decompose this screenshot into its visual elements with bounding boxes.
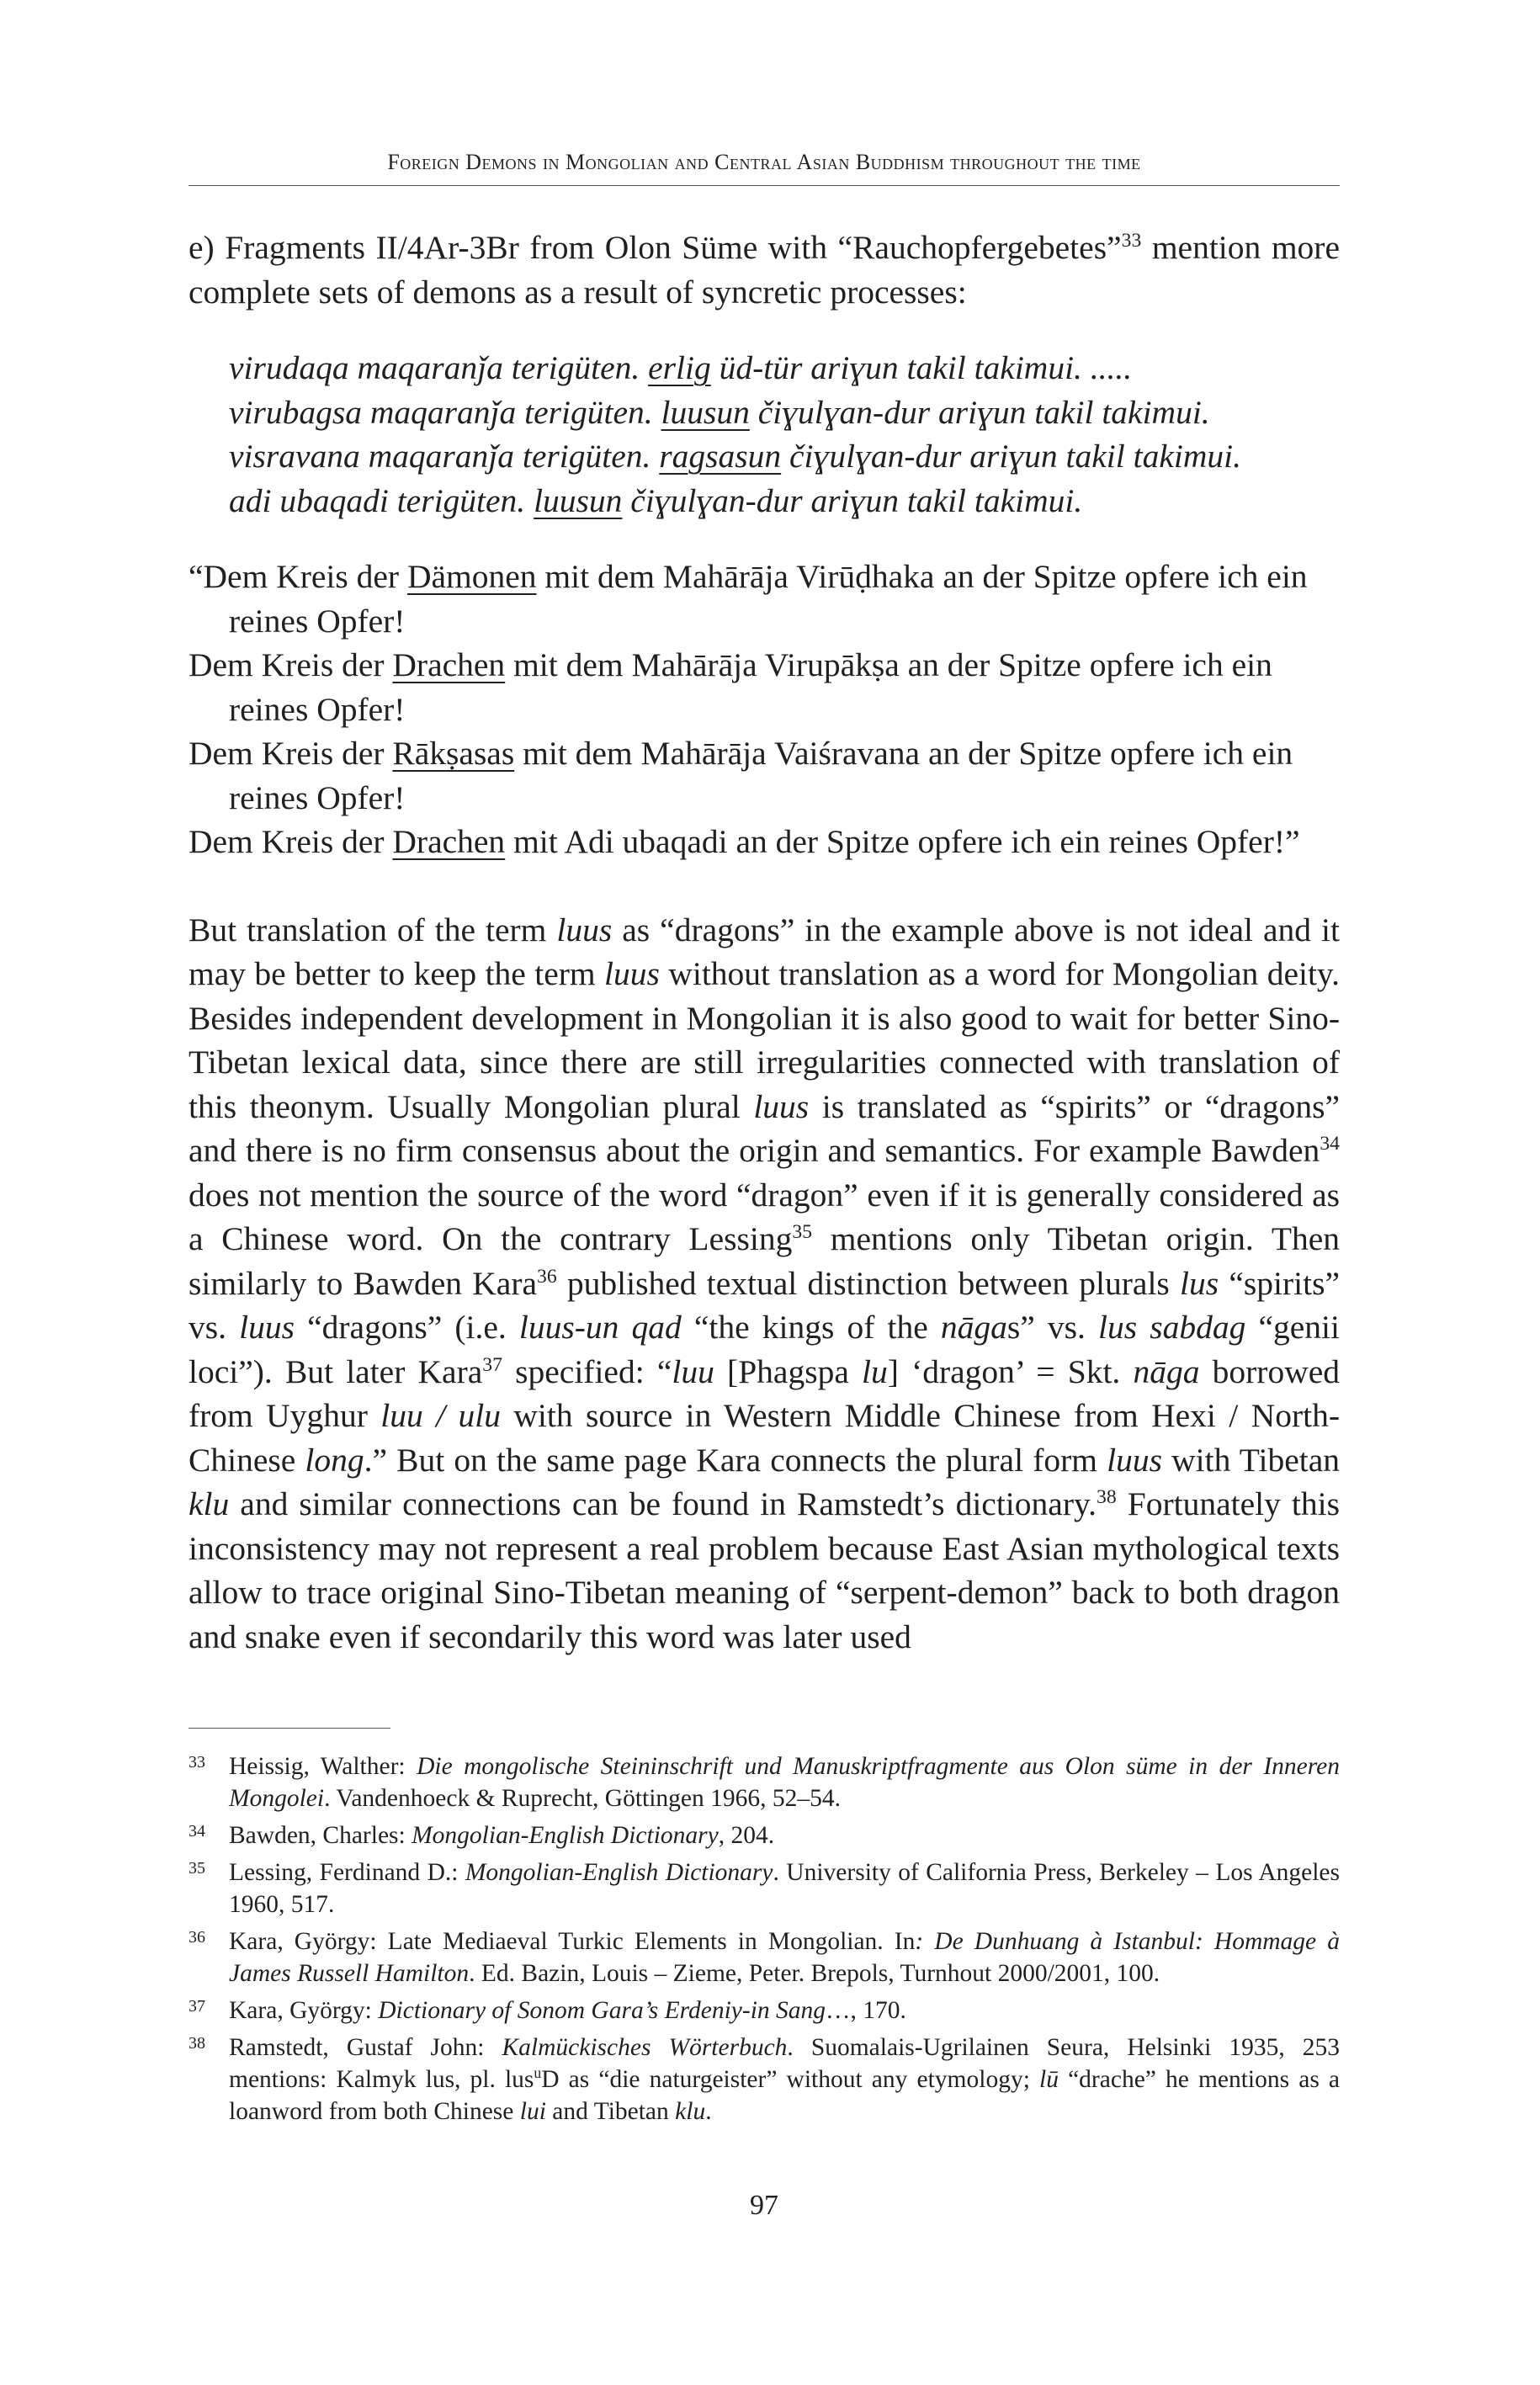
- footnote: [189, 1750, 1340, 1814]
- footnote-text: Kara, György: Dictionary of Sonom Gara’s Erdeniy-in Sang…, 170.: [229, 1997, 906, 2024]
- translation-line: Dem Kreis der Drachen mit dem Mahārāja Virupākṣa an der Spitze opfere ich ein reines Opfer!: [189, 646, 1272, 728]
- footnote-number: 35: [189, 1859, 205, 1878]
- footnote-number: 34: [189, 1822, 205, 1841]
- verse-line: virudaqa maqaranǰa terigüten. erlig üd-tür ariɣun takil takimui. .....: [229, 349, 1133, 386]
- footnote-text: Ramstedt, Gustaf John: Kalmückisches Wörterbuch. Suomalais-Ugrilainen Seura, Helsinki 1935, 253 mentions: Kalmyk lus, pl. lus$^u$D as “die naturgeister” without any etymology; lū “drache” he mentions as a loanword from both Chinese lui and Tibetan klu.: [229, 2034, 1341, 2125]
- intro-paragraph: e) Fragments II/4Ar-3Br from Olon Süme with “Rauchopfergebetes”$^{33}$ mention more complete sets of demons as a result of syncretic processes:: [189, 229, 1340, 311]
- verse-line: virubagsa maqaranǰa terigüten. luusun čiɣulɣan-dur ariɣun takil takimui.: [229, 393, 1210, 431]
- footnote-text: Heissig, Walther: Die mongolische Steininschrift und Manuskriptfragmente aus Olon süme in der Inneren Mongolei. Vandenhoeck & Ruprecht, Göttingen 1966, 52–54.: [229, 1753, 1340, 1812]
- footnote-number: 38: [189, 2034, 205, 2053]
- footnote-text: Lessing, Ferdinand D.: Mongolian-English Dictionary. University of California Press, Berkeley – Los Angeles 1960, 517.: [229, 1859, 1341, 1918]
- translation-line: “Dem Kreis der Dämonen mit dem Mahārāja Virūḍhaka an der Spitze opfere ich ein reines Opfer!: [189, 558, 1308, 640]
- footnotes: [189, 1750, 1340, 2133]
- footnote-ref-33[interactable]: 33: [1121, 229, 1142, 252]
- translation-line: Dem Kreis der Drachen mit Adi ubaqadi an der Spitze opfere ich ein reines Opfer!”: [189, 823, 1300, 860]
- footnote: [189, 1926, 1340, 1989]
- header-rule: [189, 185, 1340, 186]
- page-number: 97: [750, 2190, 778, 2221]
- footnote: [189, 1856, 1340, 1920]
- footnote-ref-38[interactable]: 38: [1097, 1485, 1117, 1508]
- footnote-number: 36: [189, 1928, 205, 1947]
- translation-line: Dem Kreis der Rākṣasas mit dem Mahārāja Vaiśravana an der Spitze opfere ich ein reines Opfer!: [189, 735, 1293, 816]
- verse-line: adi ubaqadi terigüten. luusun čiɣulɣan-dur ariɣun takil takimui.: [229, 481, 1083, 519]
- discussion-paragraph: But translation of the term luus as “dragons” in the example above is not ideal and it may be better to keep the term luus without translation as a word for Mongolian deity. Besides independent development in Mongolian it is also good to wait for better Sino-Tibetan lexical data, since there are still irregularities connected with translation of this theonym. Usually Mongolian plural luus is translated as “spirits” or “dragons” and there is no firm consensus about the origin and semantics. For example Bawden$^{34}$ does not mention the source of the word “dragon” even if it is generally considered as a Chinese word. On the contrary Lessing$^{35}$ mentions only Tibetan origin. Then similarly to Bawden Kara$^{36}$ published textual distinction between plurals lus “spirits” vs. luus “dragons” (i.e. luus-un qad “the kings of the nāgas” vs. lus sabdag “genii loci”). But later Kara$^{37}$ specified: “luu [Phagspa lu] ‘dragon’ = Skt. nāga borrowed from Uyghur luu / ulu with source in Western Middle Chinese from Hexi / North-Chinese long.” But on the same page Kara connects the plural form luus with Tibetan klu and similar connections can be found in Ramstedt’s dictionary.$^{38}$ Fortunately this inconsistency may not represent a real problem because East Asian mythological texts allow to trace original Sino-Tibetan meaning of “serpent-demon” back to both dragon and snake even if secondarily this word was later used: [189, 911, 1341, 1655]
- footnote-ref-35[interactable]: 35: [792, 1220, 813, 1243]
- footnote-rule: [189, 1728, 390, 1729]
- footnote-ref-34[interactable]: 34: [1320, 1132, 1340, 1155]
- mongolian-verse: [189, 346, 1340, 523]
- german-translation: [189, 555, 1340, 864]
- running-head: Foreign Demons in Mongolian and Central Asian Buddhism throughout the time: [387, 150, 1141, 174]
- main-text: [189, 226, 1340, 1659]
- footnote-text: Kara, György: Late Mediaeval Turkic Elements in Mongolian. In: De Dunhuang à Istanbul: Hommage à James Russell Hamilton. Ed. Bazin, Louis – Zieme, Peter. Brepols, Turnhout 2000/2001, 100.: [229, 1928, 1340, 1987]
- footnote: [189, 2032, 1340, 2127]
- footnote: [189, 1995, 1340, 2026]
- footnote-number: 33: [189, 1753, 205, 1771]
- footnote-ref-37[interactable]: 37: [482, 1353, 502, 1376]
- footnote: [189, 1819, 1340, 1851]
- footnote-text: Bawden, Charles: Mongolian-English Dictionary, 204.: [229, 1822, 775, 1849]
- footnote-number: 37: [189, 1997, 205, 2016]
- verse-line: visravana maqaranǰa terigüten. ragsasun čiɣulɣan-dur ariɣun takil takimui.: [229, 438, 1241, 475]
- footnote-ref-36[interactable]: 36: [537, 1265, 557, 1288]
